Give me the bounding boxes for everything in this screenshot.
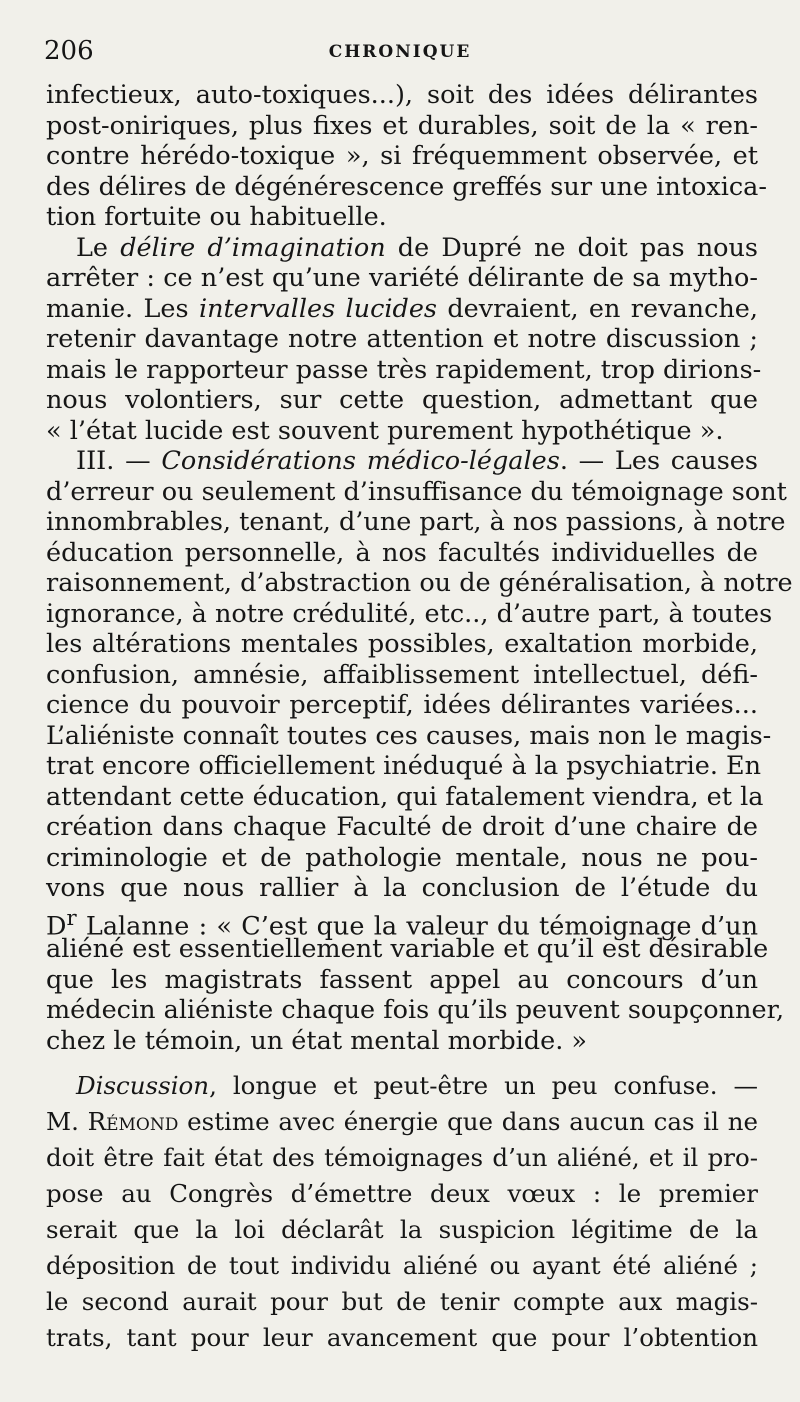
text-line: pose au Congrès d’émettre deux vœux : le premier (46, 1179, 758, 1208)
text-line: criminologie et de pathologie mentale, nous ne pou- (46, 842, 758, 873)
text-line: les altérations mentales possibles, exaltation morbide, (46, 629, 758, 659)
text-line: aliéné est essentiellement variable et qu’il est désirable (46, 934, 769, 964)
text-span: M. (46, 1107, 88, 1136)
text-span: Lalanne : « C’est que la valeur du témoignage d’un (76, 911, 758, 941)
text-line: cience du pouvoir perceptif, idées délirantes variées... (46, 690, 758, 720)
text-line: trat encore officiellement inéduqué à la psychiatrie. En (46, 751, 762, 781)
running-head: CHRONIQUE (328, 42, 472, 62)
text-block-main (46, 80, 793, 1056)
italic-text: Discussion (76, 1071, 210, 1100)
text-line (46, 294, 758, 325)
text-line: tion fortuite ou habituelle. (46, 202, 387, 232)
text-span: III. — (76, 446, 162, 476)
text-line: serait que la loi déclarât la suspicion légitime de la (46, 1215, 758, 1244)
italic-text: délire d’imagination (120, 232, 386, 263)
text-line: médecin aliéniste chaque fois qu’ils peuvent soupçonner, (46, 995, 785, 1025)
text-line: attendant cette éducation, qui fatalement viendra, et la (46, 781, 764, 812)
text-line: création dans chaque Faculté de droit d’une chaire de (46, 812, 758, 842)
superscript: r (66, 905, 77, 931)
text-line: infectieux, auto-toxiques...), soit des idées délirantes (46, 80, 758, 110)
text-line: chez le témoin, un état mental morbide. » (46, 1025, 588, 1056)
text-line (46, 1068, 758, 1104)
small-caps-name: Rémond (87, 1107, 179, 1136)
text-line: « l’état lucide est souvent purement hypothétique ». (46, 415, 724, 446)
text-span: D (46, 911, 67, 941)
text-line: éducation personnelle, à nos facultés individuelles de (46, 537, 758, 568)
text-line: trats, tant pour leur avancement que pour l’obtention (46, 1323, 758, 1352)
text-line: des délires de dégénérescence greffés sur une intoxica- (46, 171, 767, 202)
text-span: estime avec énergie que dans aucun cas il ne (178, 1107, 758, 1136)
text-line: d’erreur ou seulement d’insuffisance du témoignage sont (46, 476, 787, 507)
italic-text: intervalles lucides (198, 293, 438, 324)
text-line: ignorance, à notre crédulité, etc.., d’autre part, à toutes (46, 598, 773, 629)
text-line: innombrables, tenant, d’une part, à nos passions, à notre (46, 507, 786, 537)
text-line: L’aliéniste connaît toutes ces causes, mais non le magis- (46, 720, 772, 751)
text-block-discussion (46, 1068, 758, 1356)
text-line (46, 446, 758, 477)
text-span: Le (76, 232, 121, 263)
text-line: vons que nous rallier à la conclusion de l’étude du (46, 873, 758, 903)
text-line: post-oniriques, plus fixes et durables, soit de la « ren- (46, 110, 758, 141)
text-line: confusion, amnésie, affaiblissement intellectuel, défi- (46, 659, 758, 690)
text-line: que les magistrats fassent appel au concours d’un (46, 964, 758, 995)
text-span: manie. Les (46, 293, 199, 324)
page-header (44, 36, 756, 70)
text-line: mais le rapporteur passe très rapidement, trop dirions- (46, 354, 762, 385)
text-line: retenir davantage notre attention et notre discussion ; (46, 324, 758, 354)
text-line: arrêter : ce n’est qu’une variété délirante de sa mytho- (46, 263, 758, 293)
text-line: contre hérédo-toxique », si fréquemment observée, et (46, 141, 758, 171)
text-span: devraient, en revanche, (437, 293, 758, 324)
text-line: le second aurait pour but de tenir compte aux magis- (46, 1287, 758, 1316)
text-line (46, 904, 758, 941)
italic-text: Considérations médico-légales (161, 446, 560, 476)
text-span: de Dupré ne doit pas nous (385, 232, 758, 263)
text-span: , longue et peut-être un peu confuse. — (209, 1071, 758, 1100)
page-number: 206 (44, 36, 94, 66)
text-line: raisonnement, d’abstraction ou de généralisation, à notre (46, 568, 793, 598)
text-line (46, 233, 758, 264)
text-line (46, 1104, 758, 1140)
text-line: déposition de tout individu aliéné ou ayant été aliéné ; (46, 1251, 758, 1280)
text-line: doit être fait état des témoignages d’un aliéné, et il pro- (46, 1143, 758, 1172)
text-line: nous volontiers, sur cette question, admettant que (46, 385, 758, 415)
text-span: . — Les causes (559, 446, 758, 476)
